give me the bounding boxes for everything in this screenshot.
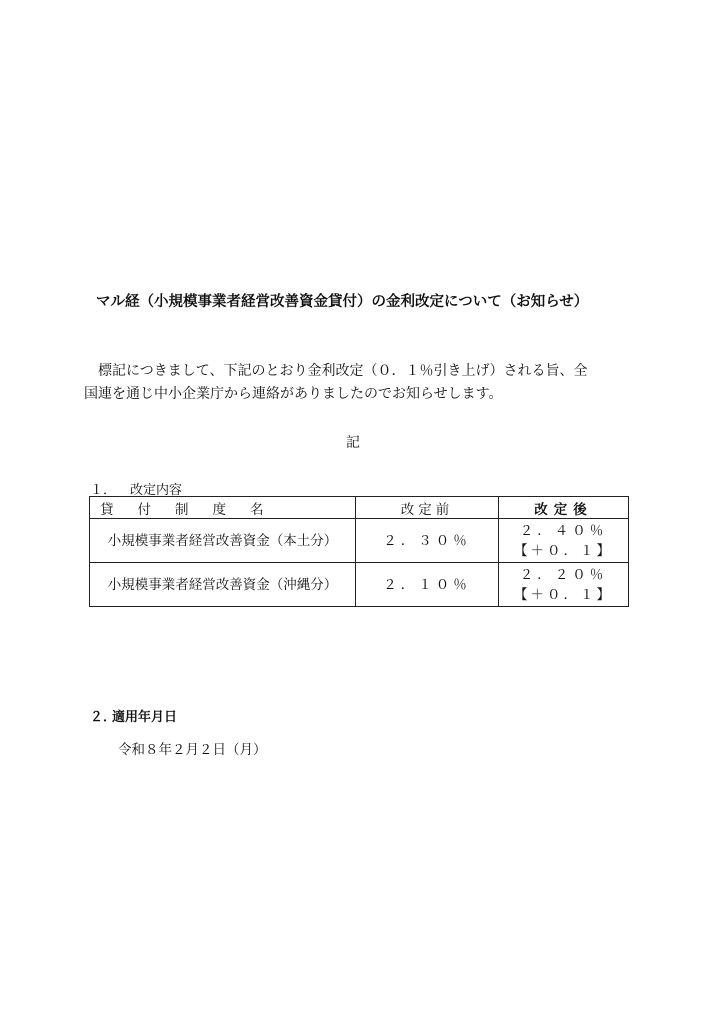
effective-date: 令和８年２月２日（月） bbox=[118, 742, 267, 758]
row-1-before: ２．３０％ bbox=[356, 519, 499, 563]
row-1-after-diff: 【＋０．１】 bbox=[514, 542, 613, 559]
section-1-title: 改定内容 bbox=[130, 483, 183, 498]
header-loan-name bbox=[90, 497, 356, 519]
row-1-after-rate: ２．４０％ bbox=[519, 522, 608, 539]
ki-marker: 記 bbox=[346, 435, 360, 451]
rate-table bbox=[89, 496, 629, 607]
section-1-number: １． bbox=[90, 483, 117, 498]
section-2-title: 適用年月日 bbox=[112, 710, 178, 725]
table-row bbox=[90, 563, 629, 607]
table-row bbox=[90, 519, 629, 563]
header-loan-name-label: 貸付制度名 bbox=[100, 501, 288, 518]
row-2-after-diff: 【＋０．１】 bbox=[514, 586, 613, 603]
row-2-after-rate: ２．２０％ bbox=[519, 566, 608, 583]
body-line-1: 標記につきまして、下記のとおり金利改定（０．１％引き上げ）される旨、全 bbox=[84, 363, 588, 379]
section-2-heading bbox=[90, 706, 177, 725]
row-2-name: 小規模事業者経営改善資金（沖縄分） bbox=[90, 563, 356, 607]
body-paragraph bbox=[84, 360, 644, 406]
section-2-number: ２． bbox=[90, 710, 117, 725]
row-1-after bbox=[499, 519, 629, 563]
table-header-row bbox=[90, 497, 629, 519]
document-title: マル経（小規模事業者経営改善資金貸付）の金利改定について（お知らせ） bbox=[96, 294, 589, 310]
header-before: 改定前 bbox=[356, 497, 499, 519]
row-2-before: ２．１０％ bbox=[356, 563, 499, 607]
row-1-name: 小規模事業者経営改善資金（本土分） bbox=[90, 519, 356, 563]
row-2-after bbox=[499, 563, 629, 607]
header-after: 改定後 bbox=[499, 497, 629, 519]
body-line-2: 国連を通じ中小企業庁から連絡がありましたのでお知らせします。 bbox=[84, 386, 503, 402]
